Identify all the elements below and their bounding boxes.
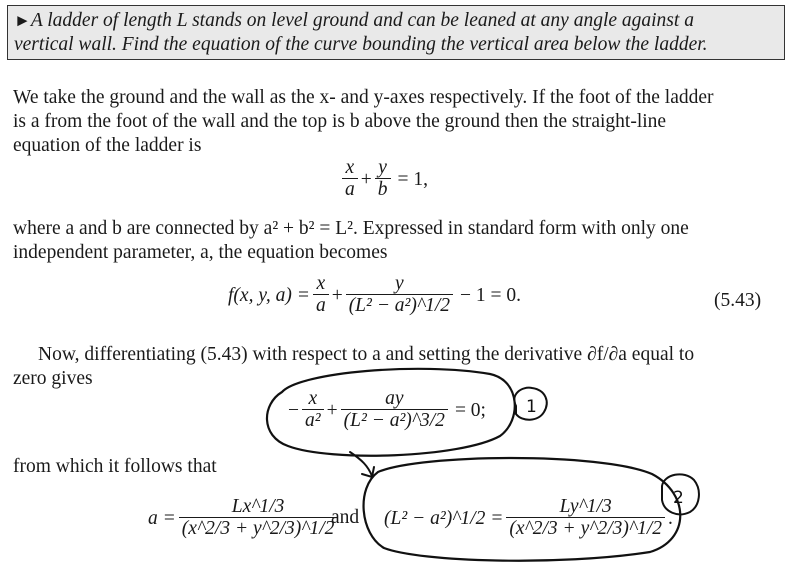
fraction-Lx-over-root: $\frac{Lx\^{}1/3}{(x\^{}2/3 + y\^{}2/3)\^{}1/2}$ xyxy=(179,497,338,540)
ink-arrow-1 xyxy=(350,452,372,476)
para4-line-1: from which it follows that xyxy=(13,456,217,477)
problem-statement-line-1: ►A ladder of length L stands on level ground and can be leaned at any angle against a xyxy=(14,10,694,31)
para2-line-2: independent parameter, a, the equation becomes xyxy=(13,242,388,263)
equation-5-43: f(x, y, a) = $\frac{x}{a}$ + $\frac{y}{\text{(L² − a²)\textasciicircum{}1/2}}$ − 1 = 0. xyxy=(228,273,522,316)
derivative-equation: − $\frac{x}{\text{a²}}$ + $\frac{ay}{\text{(L² − a²)\textasciicircum{}3/2}}$ = 0; xyxy=(288,388,486,431)
fraction-Ly-over-root: $\frac{Ly\^{}1/3}{(x\^{}2/3 + y\^{}2/3)\^{}1/2}$ xyxy=(506,497,665,540)
para1-line-2: is a from the foot of the wall and the top is b above the ground then the straight-line xyxy=(13,111,667,132)
para2-line-1: where a and b are connected by a² + b² = L². Expressed in standard form with only one xyxy=(13,218,689,239)
ink-circle-1 xyxy=(514,388,546,420)
ink-arrowhead-1 xyxy=(362,467,374,477)
fraction-y-over-b: $\frac{y}{b}$ xyxy=(375,158,391,201)
ink-label-2: 2 xyxy=(673,488,684,508)
para1-line-1: We take the ground and the wall as the x- and y-axes respectively. If the foot of the ladder xyxy=(13,87,714,108)
problem-statement-line-2: vertical wall. Find the equation of the curve bounding the vertical area below the ladder. xyxy=(14,34,708,55)
fraction-y-over-root: $\frac{y}{\text{(L² − a²)\textasciicircum{}1/2}}$ xyxy=(346,274,453,317)
para3-line-1: Now, differentiating (5.43) with respect to a and setting the derivative ∂f/∂a equal to xyxy=(38,344,695,365)
para1-line-3: equation of the ladder is xyxy=(13,135,202,156)
final-equation-b: (L² − a²)^1/2 = $\frac{Ly\^{}1/3}{(x\^{}2/3 + y\^{}2/3)\^{}1/2}$ . xyxy=(384,496,673,539)
ladder-equation: $\frac{x}{a}$ + $\frac{y}{b}$ = 1, xyxy=(339,158,428,201)
fraction-x-over-a: $\frac{x}{a}$ xyxy=(313,274,329,317)
equation-number: (5.43) xyxy=(714,290,762,311)
fraction-ay-over-root: $\frac{ay}{\text{(L² − a²)\textasciicircum{}3/2}}$ xyxy=(341,389,448,432)
para3-line-2: zero gives xyxy=(13,368,93,389)
ink-label-1: 1 xyxy=(526,397,537,417)
triangle-marker-icon: ► xyxy=(14,11,31,30)
fraction-x-over-a-squared: $\frac{x}{\text{a²}}$ xyxy=(302,389,324,432)
fraction-x-over-a: $\frac{x}{a}$ xyxy=(342,158,358,201)
and-word: and xyxy=(331,507,360,528)
final-equation-a: a = $\frac{Lx\^{}1/3}{(x\^{}2/3 + y\^{}2/3)\^{}1/2}$ xyxy=(148,497,340,540)
